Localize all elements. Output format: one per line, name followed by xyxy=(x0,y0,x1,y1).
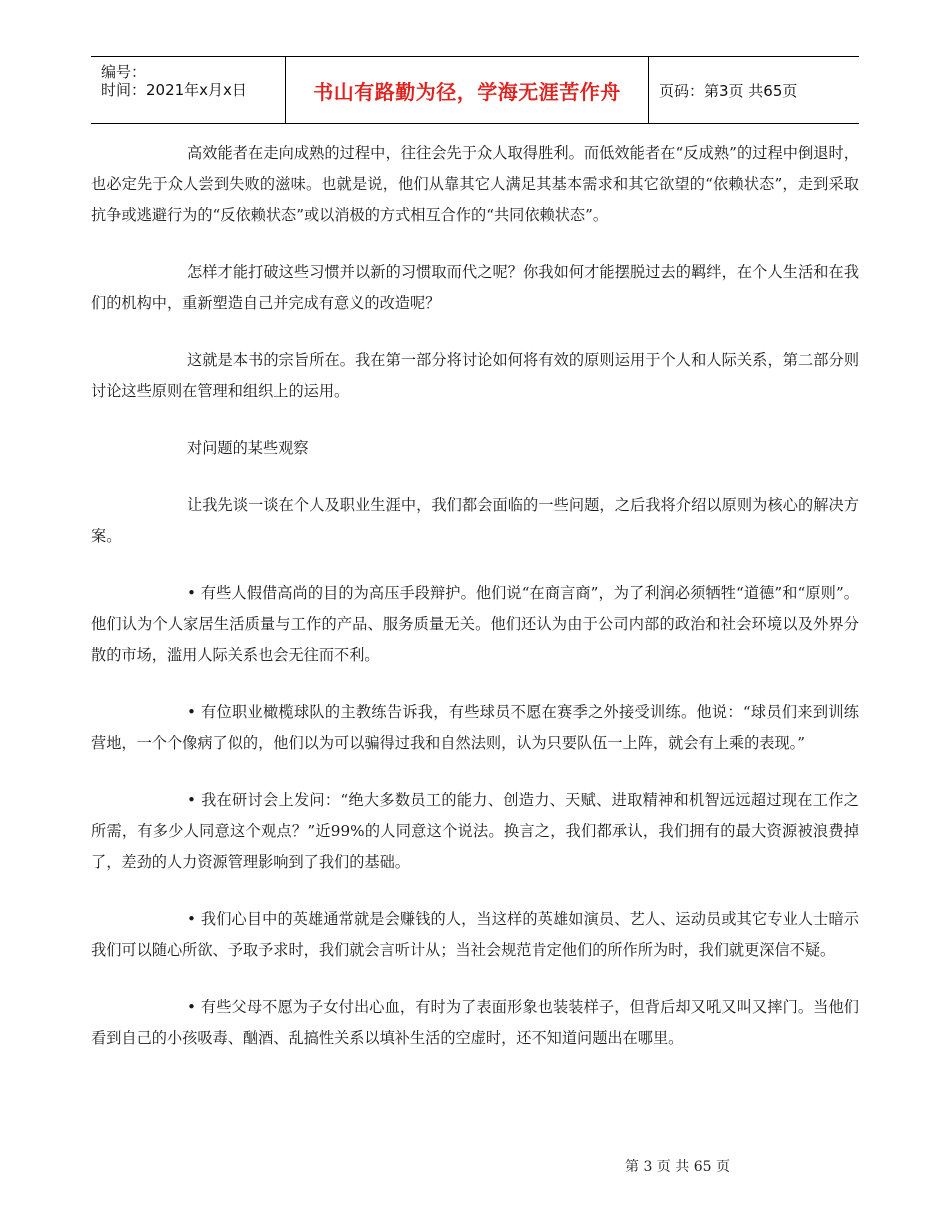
header-meta xyxy=(91,57,285,123)
section-heading: 对问题的某些观察 xyxy=(187,439,309,457)
document-body xyxy=(91,138,859,1080)
paragraph: 高效能者在走向成熟的过程中，往往会先于众人取得胜利。而低效能者在“反成熟”的过程中倒退时，也必定先于众人尝到失败的滋味。也就是说，他们从靠其它人满足其基本需求和其它欲望的“依赖状态”，走到采取抗争或逃避行为的“反依赖状态”或以消极的方式相互合作的“共同依赖状态”。 xyxy=(91,144,859,224)
time-label: 时间：2021年x月x日 xyxy=(101,81,247,99)
bullet-paragraph: • 我在研讨会上发问：“绝大多数员工的能力、创造力、天赋、进取精神和机智远远超过现在工作之所需，有多少人同意这个观点？”近99%的人同意这个说法。换言之，我们都承认，我们拥有的最大资源被浪费掉了，差劲的人力资源管理影响到了我们的基础。 xyxy=(91,791,859,871)
bullet-paragraph: • 有些父母不愿为子女付出心血，有时为了表面形象也装装样子，但背后却又吼又叫又摔门。当他们看到自己的小孩吸毒、酗酒、乱搞性关系以填补生活的空虚时，还不知道问题出在哪里。 xyxy=(91,998,859,1047)
bullet-paragraph: • 有些人假借高尚的目的为高压手段辩护。他们说“在商言商”，为了利润必须牺牲“道德”和“原则”。他们认为个人家居生活质量与工作的产品、服务质量无关。他们还认为由于公司内部的政治和社会环境以及外界分散的市场，滥用人际关系也会无往而不利。 xyxy=(91,584,859,664)
paragraph: 让我先谈一谈在个人及职业生涯中，我们都会面临的一些问题，之后我将介绍以原则为核心的解决方案。 xyxy=(91,496,859,545)
number-label: 编号： xyxy=(101,63,147,81)
bullet-paragraph: • 我们心目中的英雄通常就是会赚钱的人，当这样的英雄如演员、艺人、运动员或其它专业人士暗示我们可以随心所欲、予取予求时，我们就会言听计从；当社会规范肯定他们的所作所为时，我们就更深信不疑。 xyxy=(91,910,859,959)
paragraph: 怎样才能打破这些习惯并以新的习惯取而代之呢？你我如何才能摆脱过去的羁绊，在个人生活和在我们的机构中，重新塑造自己并完成有意义的改造呢？ xyxy=(91,263,859,312)
paragraph: 这就是本书的宗旨所在。我在第一部分将讨论如何将有效的原则运用于个人和人际关系，第二部分则讨论这些原则在管理和组织上的运用。 xyxy=(91,351,859,400)
header-motto-cell xyxy=(285,57,649,123)
header-motto: 书山有路勤为径，学海无涯苦作舟 xyxy=(313,79,621,104)
page-header xyxy=(91,56,859,124)
page-footer: 第 3 页 共 65 页 xyxy=(625,1159,730,1175)
header-page-info: 页码：第3页 共65页 xyxy=(659,81,798,100)
bullet-paragraph: • 有位职业橄榄球队的主教练告诉我，有些球员不愿在赛季之外接受训练。他说：“球员们来到训练营地，一个个像病了似的，他们以为可以骗得过我和自然法则，认为只要队伍一上阵，就会有上乘的表现。” xyxy=(91,703,859,752)
